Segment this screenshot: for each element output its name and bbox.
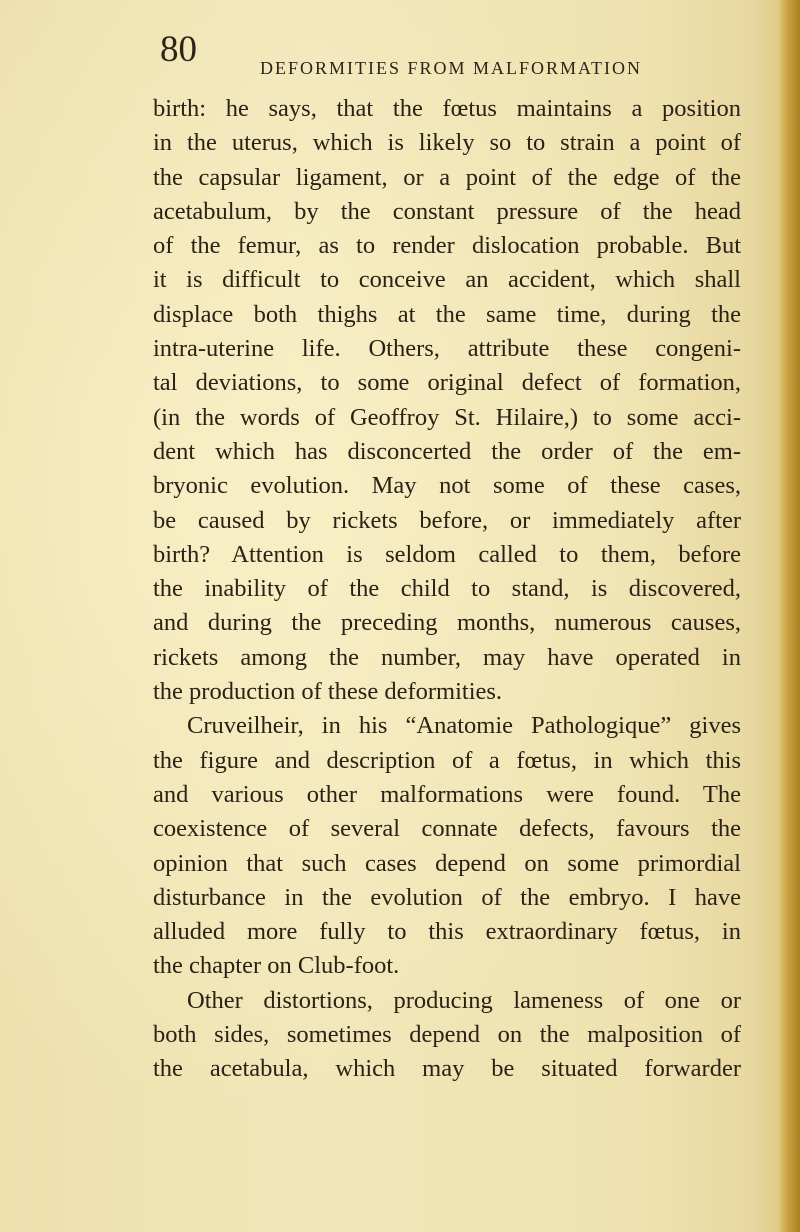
text-line: birth? Attention is seldom called to them, before <box>153 540 741 568</box>
text-line: of the femur, as to render dislocation probable. But <box>153 232 741 260</box>
text-line: rickets among the number, may have operated in <box>153 643 741 671</box>
text-line: the acetabula, which may be situated forwarder <box>153 1055 741 1083</box>
text-line: Cruveilheir, in his “Anatomie Pathologique” gives <box>187 712 741 740</box>
text-line: Other distortions, producing lameness of one or <box>187 986 741 1014</box>
text-line: both sides, sometimes depend on the malposition of <box>153 1021 741 1049</box>
text-line: displace both thighs at the same time, during the <box>153 300 741 328</box>
text-line: be caused by rickets before, or immediately after <box>153 506 741 534</box>
text-line: intra-uterine life. Others, attribute these congeni- <box>153 335 741 363</box>
text-line: in the uterus, which is likely so to strain a point of <box>153 129 741 157</box>
text-line: birth: he says, that the fœtus maintains a position <box>153 95 741 122</box>
text-line: coexistence of several connate defects, favours the <box>153 815 741 843</box>
text-line: (in the words of Geoffroy St. Hilaire,) to some acci- <box>153 403 741 431</box>
text-line: the production of these deformities. <box>153 678 503 706</box>
text-line: the capsular ligament, or a point of the edge of the <box>153 163 741 191</box>
body-text <box>153 92 741 1087</box>
text-line: alluded more fully to this extraordinary fœtus, in <box>153 918 741 946</box>
text-line: and during the preceding months, numerous causes, <box>153 609 741 637</box>
page-number: 80 <box>160 29 197 70</box>
text-line: the inability of the child to stand, is discovered, <box>153 575 741 603</box>
text-line: opinion that such cases depend on some primordial <box>153 849 741 877</box>
text-line: it is difficult to conceive an accident, which shall <box>153 266 741 294</box>
text-line: the figure and description of a fœtus, in which this <box>153 746 741 774</box>
text-line: acetabulum, by the constant pressure of the head <box>153 197 741 225</box>
running-head: DEFORMITIES FROM MALFORMATION <box>260 58 643 78</box>
text-line: bryonic evolution. May not some of these cases, <box>153 472 741 500</box>
text-line: disturbance in the evolution of the embryo. I have <box>153 883 741 911</box>
text-line: and various other malformations were found. The <box>153 780 741 808</box>
text-line: dent which has disconcerted the order of the em- <box>153 437 741 465</box>
text-line: tal deviations, to some original defect of formation, <box>153 369 741 397</box>
page-header <box>160 28 720 88</box>
text-line: the chapter on Club-foot. <box>153 952 400 980</box>
page-edge-shadow <box>778 0 800 1232</box>
